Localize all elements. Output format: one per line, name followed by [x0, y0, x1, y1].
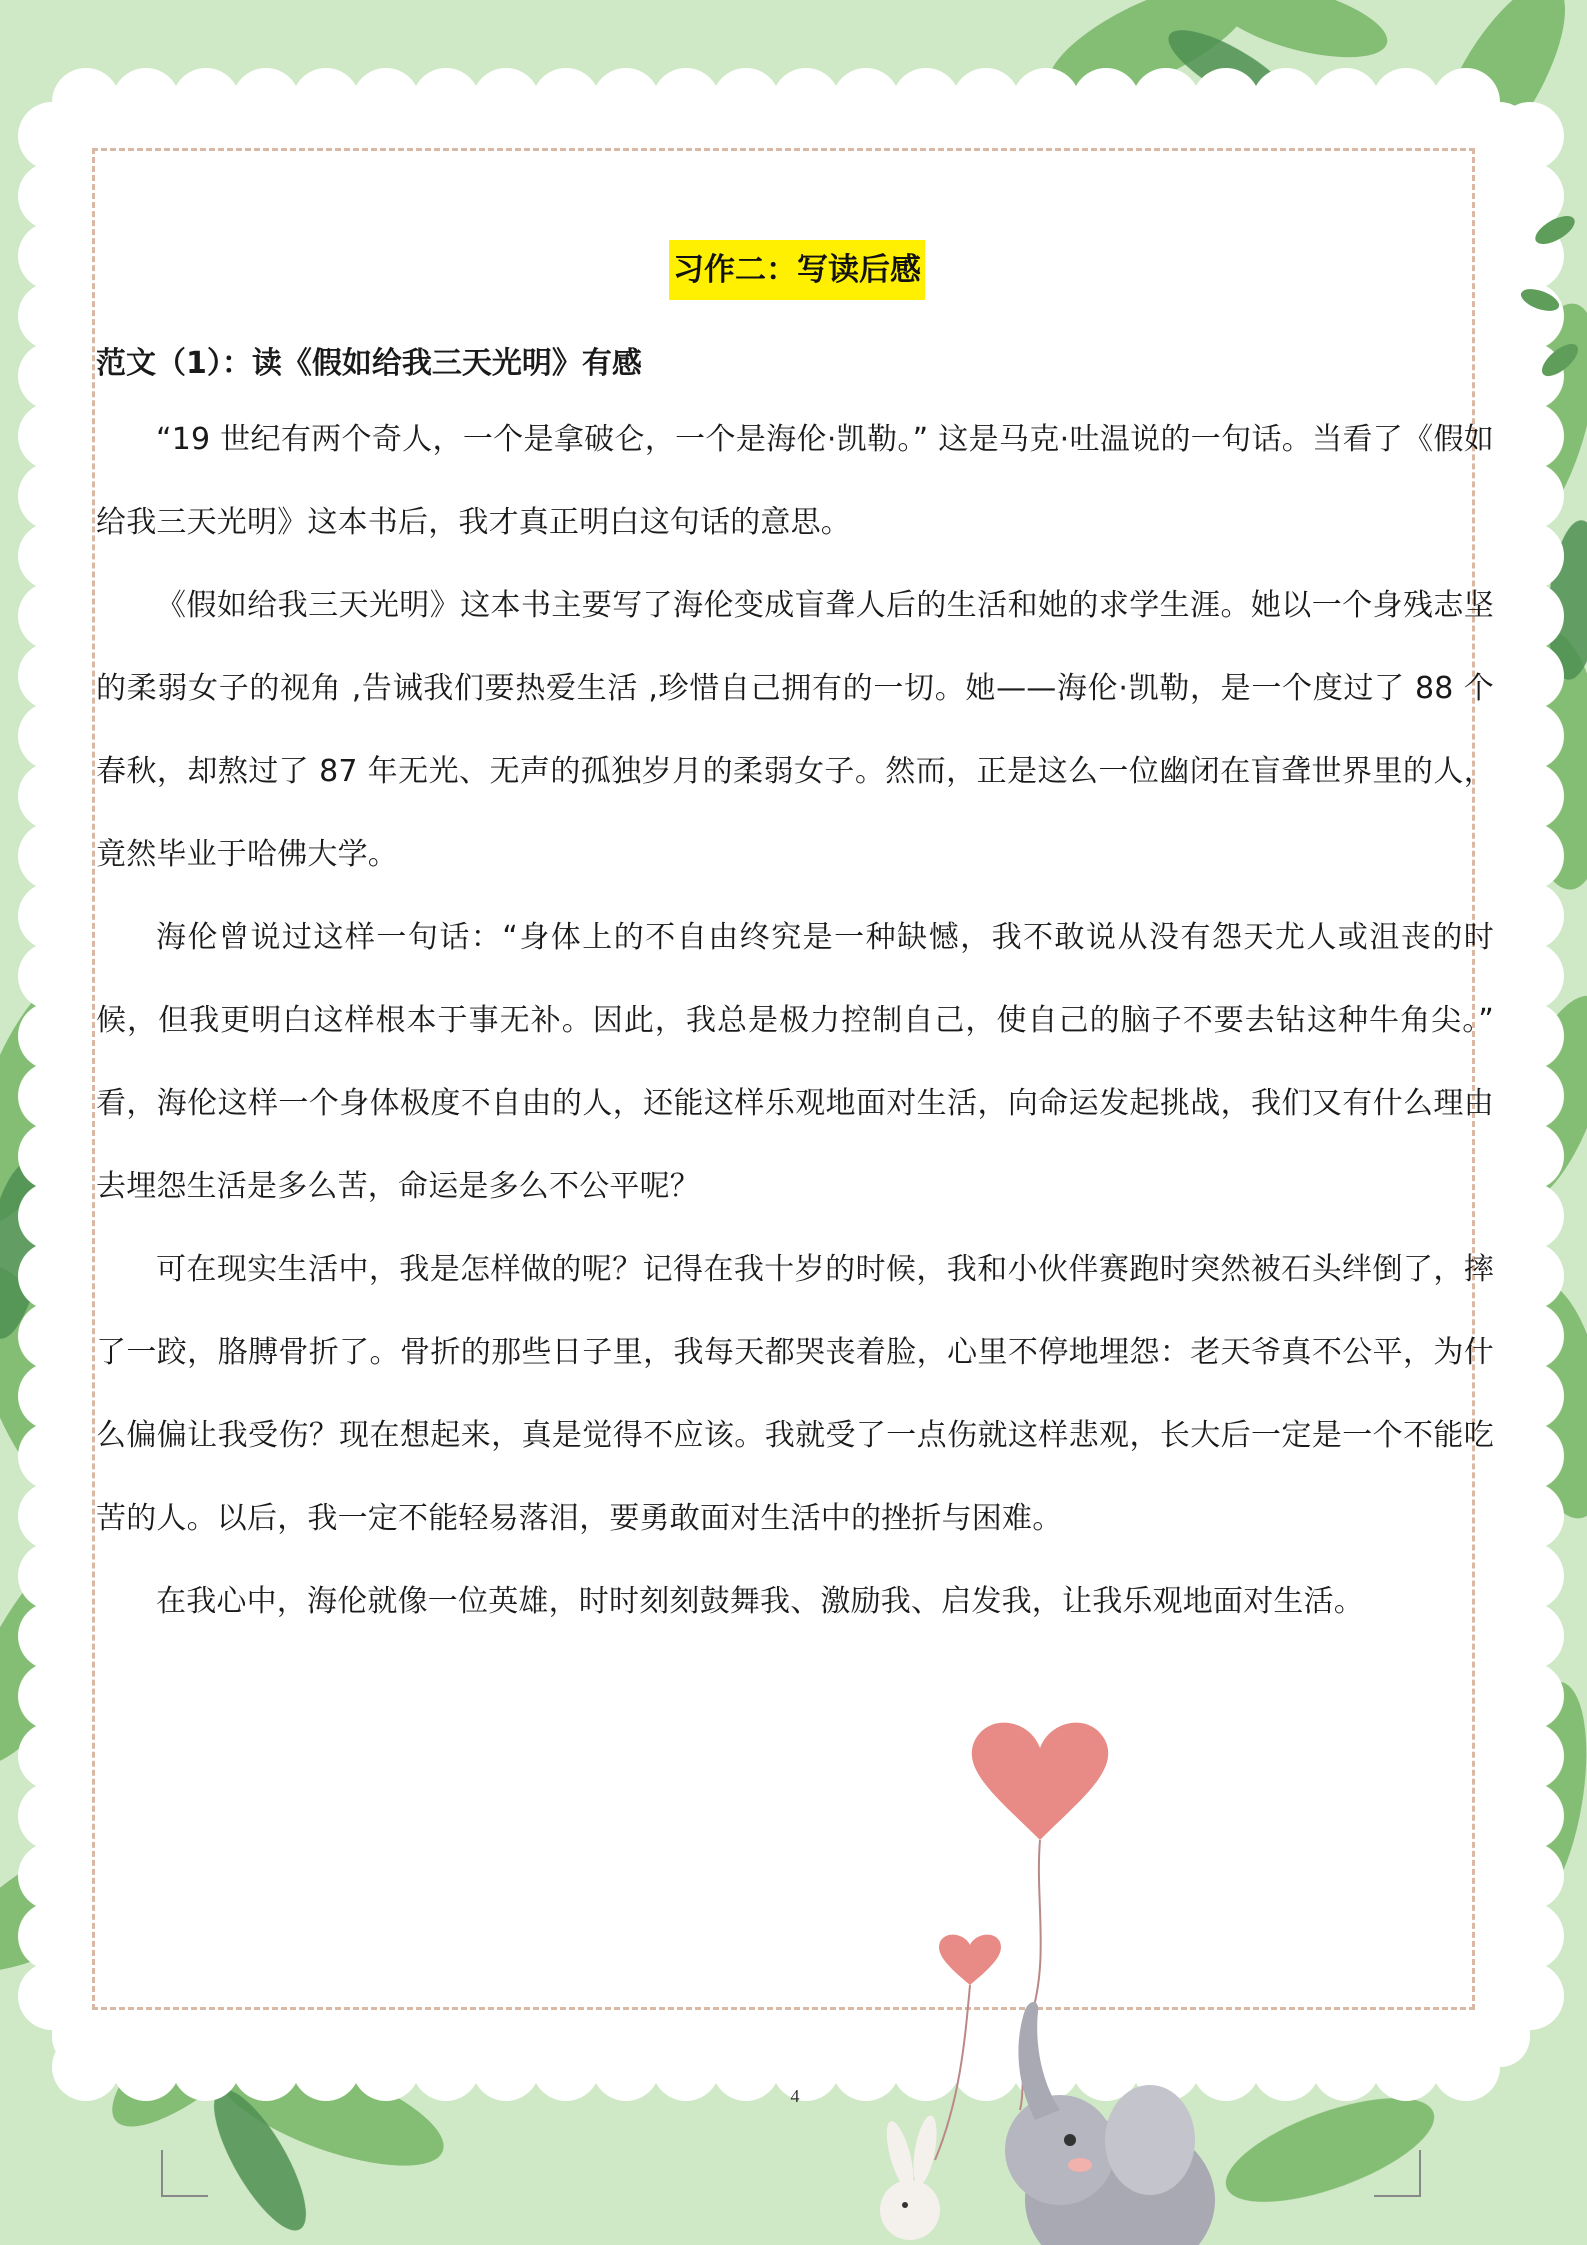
scallop: [1496, 1422, 1564, 1490]
essay-subtitle: 范文（1）：读《假如给我三天光明》有感: [96, 346, 642, 381]
scallop: [1496, 1362, 1564, 1430]
scallop: [1496, 1242, 1564, 1310]
paragraph-4: 可在现实生活中，我是怎样做的呢？记得在我十岁的时候，我和小伙伴赛跑时突然被石头绊倒了，摔了一跤，胳膊骨折了。骨折的那些日子里，我每天都哭丧着脸，心里不停地埋怨：老天爷真不公平，为什么偏偏让我受伤？现在想起来，真是觉得不应该。我就受了一点伤就这样悲观，长大后一定是一个不能吃苦的人。以后，我一定不能轻易落泪，要勇敢面对生活中的挫折与困难。: [96, 1252, 1494, 1536]
scallop: [18, 1962, 86, 2030]
scallop: [652, 68, 720, 136]
scallop: [18, 1482, 86, 1550]
scallop: [1496, 1722, 1564, 1790]
scallop: [18, 1062, 86, 1130]
scallop: [18, 1662, 86, 1730]
corner-bracket-left: [160, 2150, 208, 2198]
scallop: [112, 2033, 180, 2101]
corner-bracket-right: [1374, 2150, 1422, 2198]
scallop: [1496, 1842, 1564, 1910]
scallop: [18, 882, 86, 950]
scallop: [1496, 1602, 1564, 1670]
scallop: [1496, 1122, 1564, 1190]
scallop: [172, 68, 240, 136]
scallop: [18, 1902, 86, 1970]
scallop: [18, 1842, 86, 1910]
paragraph-2: 《假如给我三天光明》这本书主要写了海伦变成盲聋人后的生活和她的求学生涯。她以一个身残志坚的柔弱女子的视角 ,告诫我们要热爱生活 ,珍惜自己拥有的一切。她——海伦·凯勒，是一个度过了 88 个春秋，却熬过了 87 年无光、无声的孤独岁月的柔弱女子。然而，正是这么一位幽闭在盲聋世界里的人，竟然毕业于哈佛大学。: [96, 588, 1494, 872]
scallop: [1072, 2033, 1140, 2101]
scallop: [18, 1002, 86, 1070]
scallop: [1496, 162, 1564, 230]
scallop: [18, 1242, 86, 1310]
scallop: [1496, 1062, 1564, 1130]
scallop: [18, 522, 86, 590]
scallop: [1132, 2033, 1200, 2101]
scallop: [1496, 102, 1564, 170]
scallop: [292, 2033, 360, 2101]
scallop: [832, 68, 900, 136]
scallop: [892, 68, 960, 136]
scallop: [1496, 522, 1564, 590]
scallop: [1496, 582, 1564, 650]
scallop: [18, 1362, 86, 1430]
scallop: [712, 68, 780, 136]
scallop: [1496, 822, 1564, 890]
paragraph-5: 在我心中，海伦就像一位英雄，时时刻刻鼓舞我、激励我、启发我，让我乐观地面对生活。: [156, 1584, 1364, 1619]
scallop: [18, 942, 86, 1010]
scallop: [1496, 1302, 1564, 1370]
scallop: [352, 2033, 420, 2101]
scallop: [1496, 1542, 1564, 1610]
scallop: [1072, 68, 1140, 136]
scallop: [1312, 68, 1380, 136]
scallop: [1372, 2033, 1440, 2101]
scallop: [1496, 1482, 1564, 1550]
scallop: [18, 1122, 86, 1190]
scallop: [18, 642, 86, 710]
scallop: [1012, 68, 1080, 136]
scallop: [772, 68, 840, 136]
scallop: [1496, 882, 1564, 950]
scallop: [18, 1722, 86, 1790]
scallop: [18, 222, 86, 290]
paragraph-1: “19 世纪有两个奇人，一个是拿破仑，一个是海伦·凯勒。” 这是马克·吐温说的一句话。当看了《假如给我三天光明》这本书后，我才真正明白这句话的意思。: [96, 422, 1494, 540]
scallop: [1252, 68, 1320, 136]
scallop: [352, 68, 420, 136]
scallop: [592, 68, 660, 136]
scallop: [1496, 282, 1564, 350]
title-wrap: [96, 240, 1496, 300]
scallop: [52, 2033, 120, 2101]
page-number: 4: [790, 2086, 800, 2106]
scallop: [18, 102, 86, 170]
paragraph-3: 海伦曾说过这样一句话：“身体上的不自由终究是一种缺憾，我不敢说从没有怨天尤人或沮丧的时候，但我更明白这样根本于事无补。因此，我总是极力控制自己，使自己的脑子不要去钻这种牛角尖。” 看，海伦这样一个身体极度不自由的人，还能这样乐观地面对生活，向命运发起挑战，我们又有什么理由去埋怨生活是多么苦，命运是多么不公平呢？: [96, 920, 1494, 1204]
scallop: [1132, 68, 1200, 136]
scallop: [18, 162, 86, 230]
scallop: [532, 68, 600, 136]
scallop: [592, 2033, 660, 2101]
scallop: [18, 762, 86, 830]
scallop: [1496, 1782, 1564, 1850]
scallop: [18, 1542, 86, 1610]
scallop: [1496, 402, 1564, 470]
scallop: [18, 822, 86, 890]
scallop: [1496, 942, 1564, 1010]
scallop: [652, 2033, 720, 2101]
scallop: [18, 462, 86, 530]
scallop: [172, 2033, 240, 2101]
scallop: [832, 2033, 900, 2101]
scallop: [1432, 2033, 1500, 2101]
scallop: [1496, 1902, 1564, 1970]
scallop: [18, 702, 86, 770]
scallop: [1312, 2033, 1380, 2101]
scallop: [1496, 222, 1564, 290]
scallop: [1496, 762, 1564, 830]
scallop: [112, 68, 180, 136]
scallop: [472, 2033, 540, 2101]
scallop: [952, 68, 1020, 136]
scallop: [1496, 702, 1564, 770]
scallop: [18, 282, 86, 350]
scallop: [1496, 462, 1564, 530]
scallop: [952, 2033, 1020, 2101]
scallop: [1192, 2033, 1260, 2101]
scallop: [1372, 68, 1440, 136]
page-title: 习作二：写读后感: [669, 240, 925, 300]
scallop: [412, 68, 480, 136]
scallop: [18, 582, 86, 650]
scallop: [18, 1422, 86, 1490]
essay-content: [96, 240, 1496, 1643]
scallop: [1496, 1002, 1564, 1070]
scallop: [18, 342, 86, 410]
scallop: [1496, 1662, 1564, 1730]
scallop: [18, 1782, 86, 1850]
scallop: [532, 2033, 600, 2101]
scallop: [18, 402, 86, 470]
scallop: [472, 68, 540, 136]
scallop: [18, 1302, 86, 1370]
scallop: [1496, 342, 1564, 410]
scallop: [1192, 68, 1260, 136]
scallop: [1496, 642, 1564, 710]
scallop: [892, 2033, 960, 2101]
scallop: [232, 68, 300, 136]
scallop: [18, 1602, 86, 1670]
scallop: [1496, 1182, 1564, 1250]
scallop: [292, 68, 360, 136]
scallop: [1496, 1962, 1564, 2030]
scallop: [18, 1182, 86, 1250]
scallop: [1432, 68, 1500, 136]
scallop: [712, 2033, 780, 2101]
scallop: [1252, 2033, 1320, 2101]
scallop: [1012, 2033, 1080, 2101]
scallop: [412, 2033, 480, 2101]
scallop: [232, 2033, 300, 2101]
